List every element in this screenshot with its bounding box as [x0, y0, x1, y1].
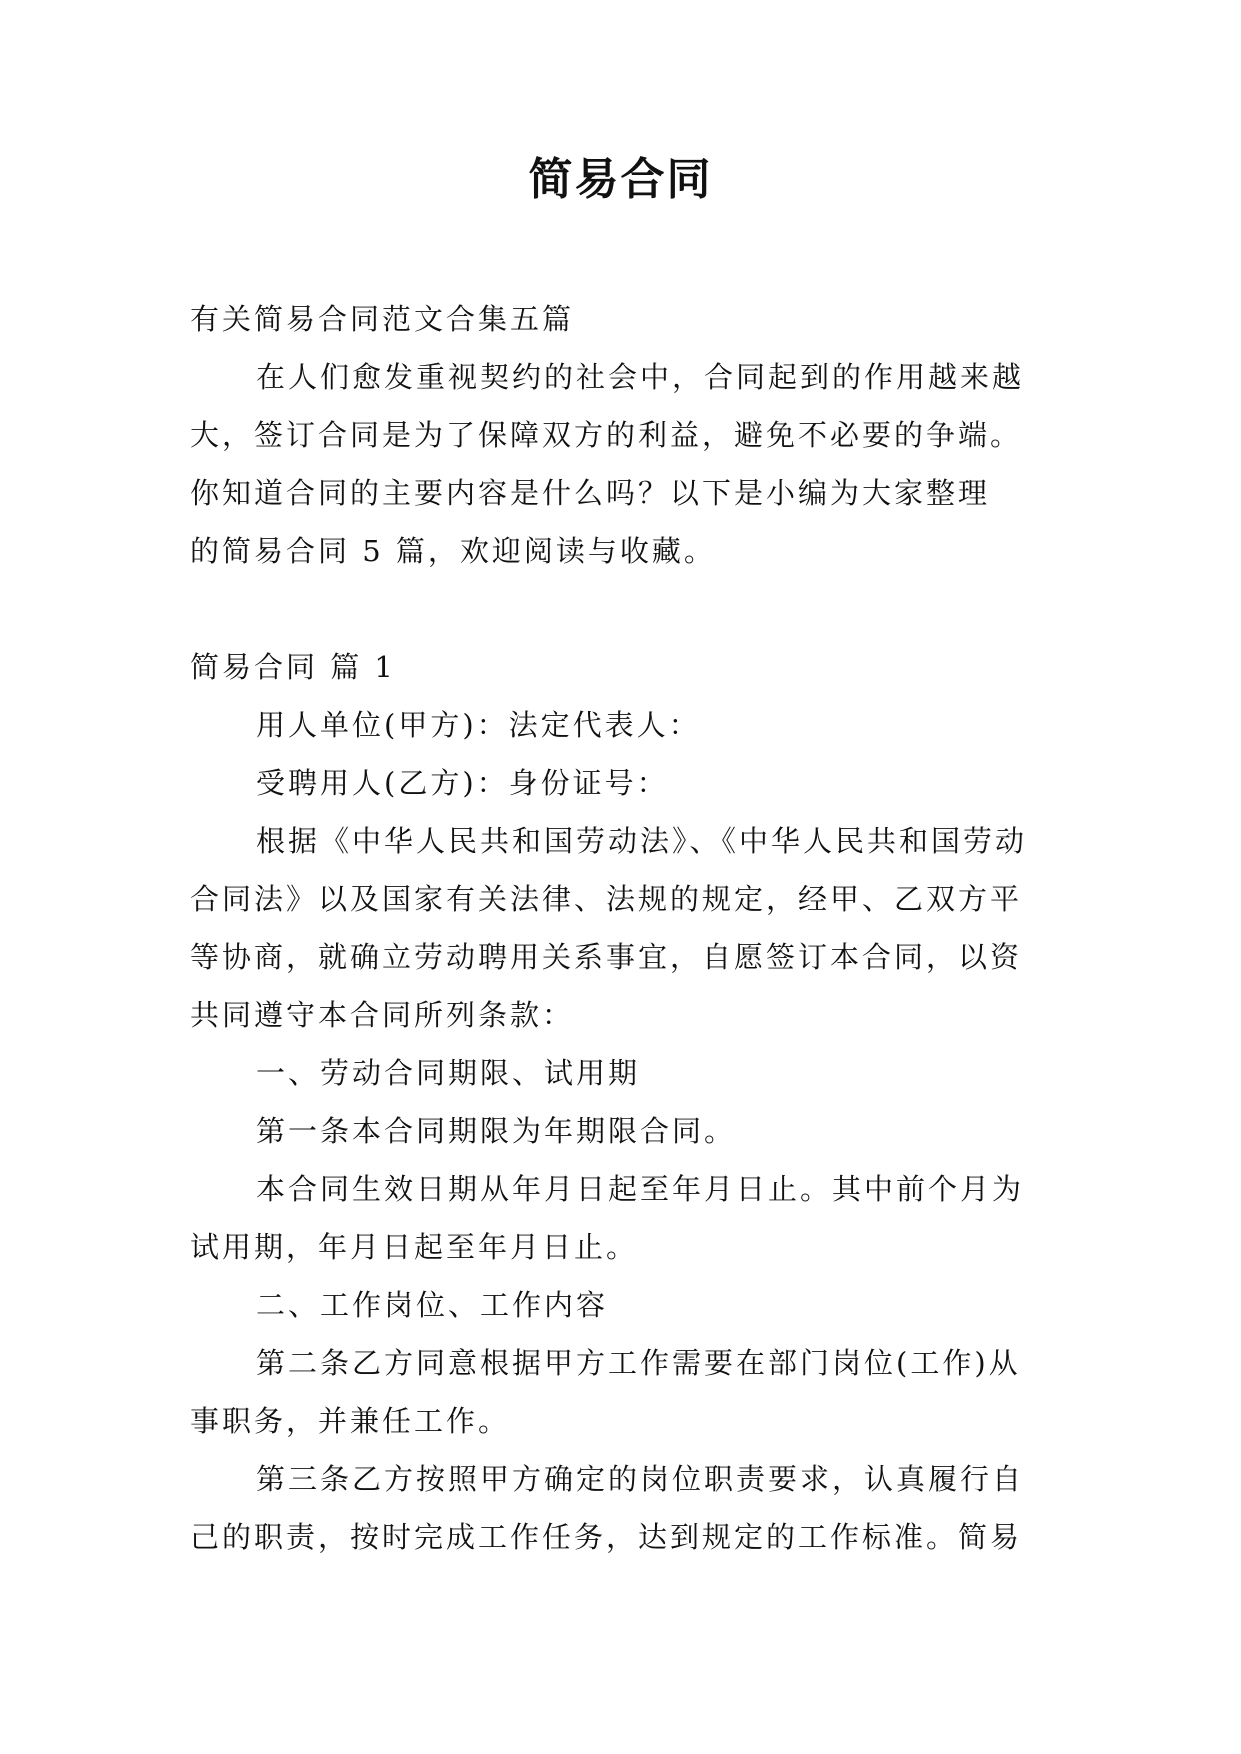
- chapter-1-heading: 一、劳动合同期限、试用期: [256, 1056, 641, 1090]
- party-b-line: 受聘用人(乙方)：身份证号：: [256, 766, 669, 800]
- article-3-line-2: 己的职责，按时完成工作任务，达到规定的工作标准。简易: [190, 1520, 1023, 1554]
- intro-line-2: 大，签订合同是为了保障双方的利益，避免不必要的争端。: [190, 418, 1023, 452]
- chapter-2-heading: 二、工作岗位、工作内容: [256, 1288, 609, 1322]
- intro-line-3: 你知道合同的主要内容是什么吗？以下是小编为大家整理: [190, 476, 991, 510]
- article-3-line-1: 第三条乙方按照甲方确定的岗位职责要求，认真履行自: [256, 1462, 1025, 1496]
- effective-period-line-1: 本合同生效日期从年月日起至年月日止。其中前个月为: [256, 1172, 1025, 1206]
- article-2-line-1: 第二条乙方同意根据甲方工作需要在部门岗位(工作)从: [256, 1346, 1021, 1380]
- basis-line-4: 共同遵守本合同所列条款：: [190, 998, 575, 1032]
- section-heading: 简易合同 篇 1: [190, 650, 396, 684]
- document-body: [190, 290, 1056, 1566]
- effective-period-line-2: 试用期，年月日起至年月日止。: [190, 1230, 639, 1264]
- party-a-line: 用人单位(甲方)：法定代表人：: [256, 708, 701, 742]
- basis-line-2: 合同法》以及国家有关法律、法规的规定，经甲、乙双方平: [190, 882, 1023, 916]
- intro-line-1: 在人们愈发重视契约的社会中，合同起到的作用越来越: [256, 360, 1025, 394]
- basis-line-1: 根据《中华人民共和国劳动法》、《中华人民共和国劳动: [256, 824, 1028, 858]
- document-subtitle: 有关简易合同范文合集五篇: [190, 302, 575, 336]
- document-title: 简易合同: [528, 154, 713, 205]
- section-gap: [190, 580, 1056, 638]
- article-2-line-2: 事职务，并兼任工作。: [190, 1404, 511, 1438]
- basis-line-3: 等协商，就确立劳动聘用关系事宜，自愿签订本合同，以资: [190, 940, 1023, 974]
- intro-line-4: 的简易合同 5 篇，欢迎阅读与收藏。: [190, 534, 716, 568]
- article-1: 第一条本合同期限为年期限合同。: [256, 1114, 737, 1148]
